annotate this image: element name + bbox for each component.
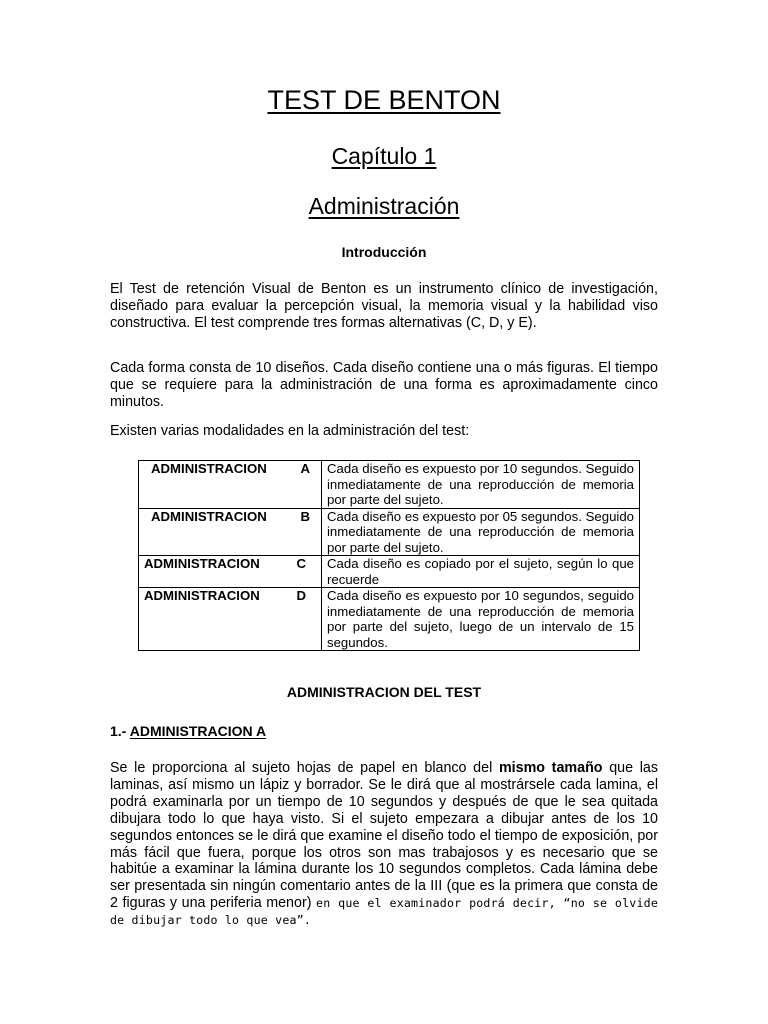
admin-label: ADMINISTRACION	[144, 588, 260, 603]
table-row	[139, 588, 640, 651]
admin-label: ADMINISTRACION	[144, 556, 260, 571]
admin-letter: B	[300, 508, 310, 524]
admin-description: Cada diseño es expuesto por 10 segundos. Seguido inmediatamente de una reproducción de memoria por parte del sujeto.	[322, 461, 640, 509]
forms-paragraph: Cada forma consta de 10 diseños. Cada diseño contiene una o más figuras. El tiempo que se requiere para la administración de una forma es aproximadamente cinco minutos.	[110, 360, 658, 411]
admin-letter: C	[296, 556, 306, 571]
admin-label: ADMINISTRACION	[151, 461, 267, 476]
admin-description: Cada diseño es copiado por el sujeto, según lo que recuerde	[322, 556, 640, 588]
table-row	[139, 508, 640, 556]
administration-a-paragraph	[110, 760, 658, 929]
subsection-number: 1.-	[110, 723, 127, 739]
subsection-heading	[110, 723, 266, 739]
admin-label-cell	[139, 588, 322, 651]
admin-label-cell	[139, 461, 322, 509]
table-row	[139, 461, 640, 509]
admin-label: ADMINISTRACION	[151, 508, 267, 524]
subsection-title: ADMINISTRACION A	[129, 723, 267, 739]
chapter-number: Capítulo 1	[331, 143, 437, 169]
body-text: que las laminas, así mismo un lápiz y borrador. Se le dirá que al mostrársele cada lamina, el podrá examinarla por un tiempo de 10 segundos y después de que le sea quitada dibujara todo lo que haya visto. Si el sujeto empezara a dibujar antes de los 10 segundos entonces se le dirá que examine el diseño todo el tiempo de exposición, por más fácil que fuera, porque los otros son mas trabajosos y es necesario que se habitúe a examinar la lámina durante los 10 segundos completos. Cada lámina debe ser presentada sin ningún comentario antes de la III (que es la primera que consta de 2 figuras y una periferia menor)	[110, 760, 658, 912]
table-row	[139, 556, 640, 588]
admin-label-cell	[139, 508, 322, 556]
body-text: Se le proporciona al sujeto hojas de papel en blanco del	[110, 760, 499, 776]
document-title: TEST DE BENTON	[267, 85, 501, 115]
admin-letter: D	[296, 588, 306, 603]
administration-table	[138, 460, 640, 651]
admin-description: Cada diseño es expuesto por 10 segundos, seguido inmediatamente de una reproducción de memoria por parte del sujeto, luego de un intervalo de 15 segundos.	[322, 588, 640, 651]
body-last-line: en que el examinador podrá decir, “no se olvide de dibujar todo lo que vea”.	[110, 896, 659, 928]
intro-paragraph: El Test de retención Visual de Benton es un instrumento clínico de investigación, diseñado para evaluar la percepción visual, la memoria visual y la habilidad viso constructiva. El test comprende tres formas alternativas (C, D, y E).	[110, 281, 658, 332]
admin-description: Cada diseño es expuesto por 05 segundos. Seguido inmediatamente de una reproducción de memoria por parte del sujeto.	[322, 508, 640, 556]
admin-letter: A	[300, 461, 310, 476]
admin-label-cell	[139, 556, 322, 588]
section-heading: ADMINISTRACION DEL TEST	[286, 684, 482, 700]
modalities-paragraph: Existen varias modalidades en la administración del test:	[110, 423, 470, 439]
body-bold-text: mismo tamaño	[498, 760, 603, 776]
chapter-title: Administración	[308, 193, 460, 219]
intro-heading: Introducción	[341, 244, 427, 260]
